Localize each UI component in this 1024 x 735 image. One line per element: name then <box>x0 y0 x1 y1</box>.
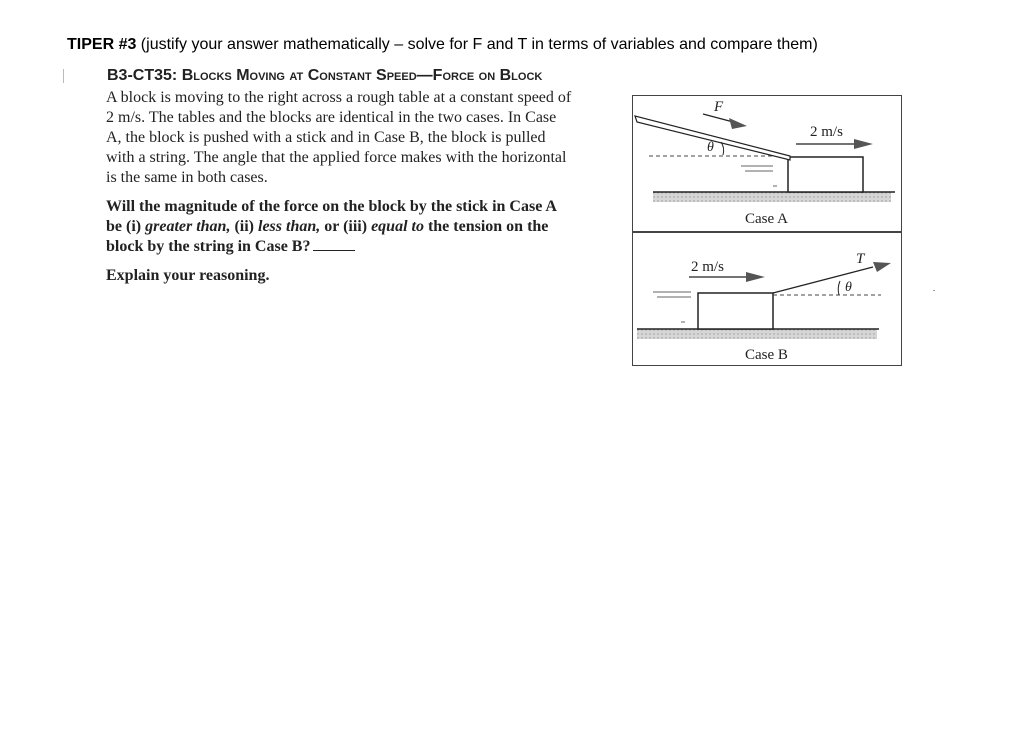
answer-blank[interactable] <box>313 238 355 251</box>
case-b-diagram <box>633 233 901 365</box>
case-a-figure <box>632 95 902 232</box>
tension-arrow-head <box>873 262 891 272</box>
option-greater: greater than, <box>145 218 231 235</box>
table-surface <box>637 329 877 339</box>
string <box>773 267 873 293</box>
case-a-diagram <box>633 96 901 231</box>
description-line: is the same in both cases. <box>106 169 268 186</box>
speed-label: 2 m/s <box>691 259 724 275</box>
header-label: TIPER #3 <box>67 36 137 53</box>
option-less: less than, <box>258 218 321 235</box>
problem-description <box>106 88 626 188</box>
force-label: F <box>714 99 724 115</box>
velocity-arrow-head <box>854 139 873 149</box>
table-surface <box>653 192 891 202</box>
question-line <box>106 217 626 237</box>
speed-label: 2 m/s <box>810 124 843 140</box>
description-line: A, the block is pushed with a stick and in Case B, the block is pulled <box>106 129 546 146</box>
case-b-figure <box>632 232 902 366</box>
option-equal: equal to <box>371 218 424 235</box>
angle-arc <box>838 281 840 295</box>
question-text: the tension on the <box>423 218 549 235</box>
description-line: A block is moving to the right across a rough table at a constant speed of <box>106 89 572 106</box>
question-text: be (i) <box>106 218 146 235</box>
explain-prompt: Explain your reasoning. <box>106 267 270 284</box>
question-line: Will the magnitude of the force on the block by the stick in Case A <box>106 198 557 215</box>
block <box>788 157 863 192</box>
question-text: block by the string in Case B? <box>106 238 311 255</box>
stray-mark <box>933 290 935 291</box>
block <box>698 293 773 329</box>
case-label: Case A <box>745 211 788 227</box>
problem-code: B3-CT35: <box>107 67 182 84</box>
description-line: with a string. The angle that the applied force makes with the horizontal <box>106 149 567 166</box>
angle-label: θ <box>707 140 714 155</box>
question-text: (ii) <box>230 218 258 235</box>
tension-label: T <box>856 251 865 267</box>
case-label: Case B <box>745 347 788 363</box>
velocity-arrow-head <box>746 272 765 282</box>
force-arrow-head <box>729 118 747 129</box>
problem-name: Blocks Moving at Constant Speed—Force on Block <box>181 67 543 84</box>
assignment-header <box>67 36 967 54</box>
description-line: 2 m/s. The tables and the blocks are identical in the two cases. In Case <box>106 109 557 126</box>
problem-title <box>107 67 542 85</box>
question-line <box>106 237 626 257</box>
margin-mark <box>63 69 66 83</box>
header-instructions: (justify your answer mathematically – solve for F and T in terms of variables and compare them) <box>136 36 818 53</box>
problem-question <box>106 197 626 257</box>
angle-label: θ <box>845 280 852 295</box>
question-text: or (iii) <box>320 218 372 235</box>
